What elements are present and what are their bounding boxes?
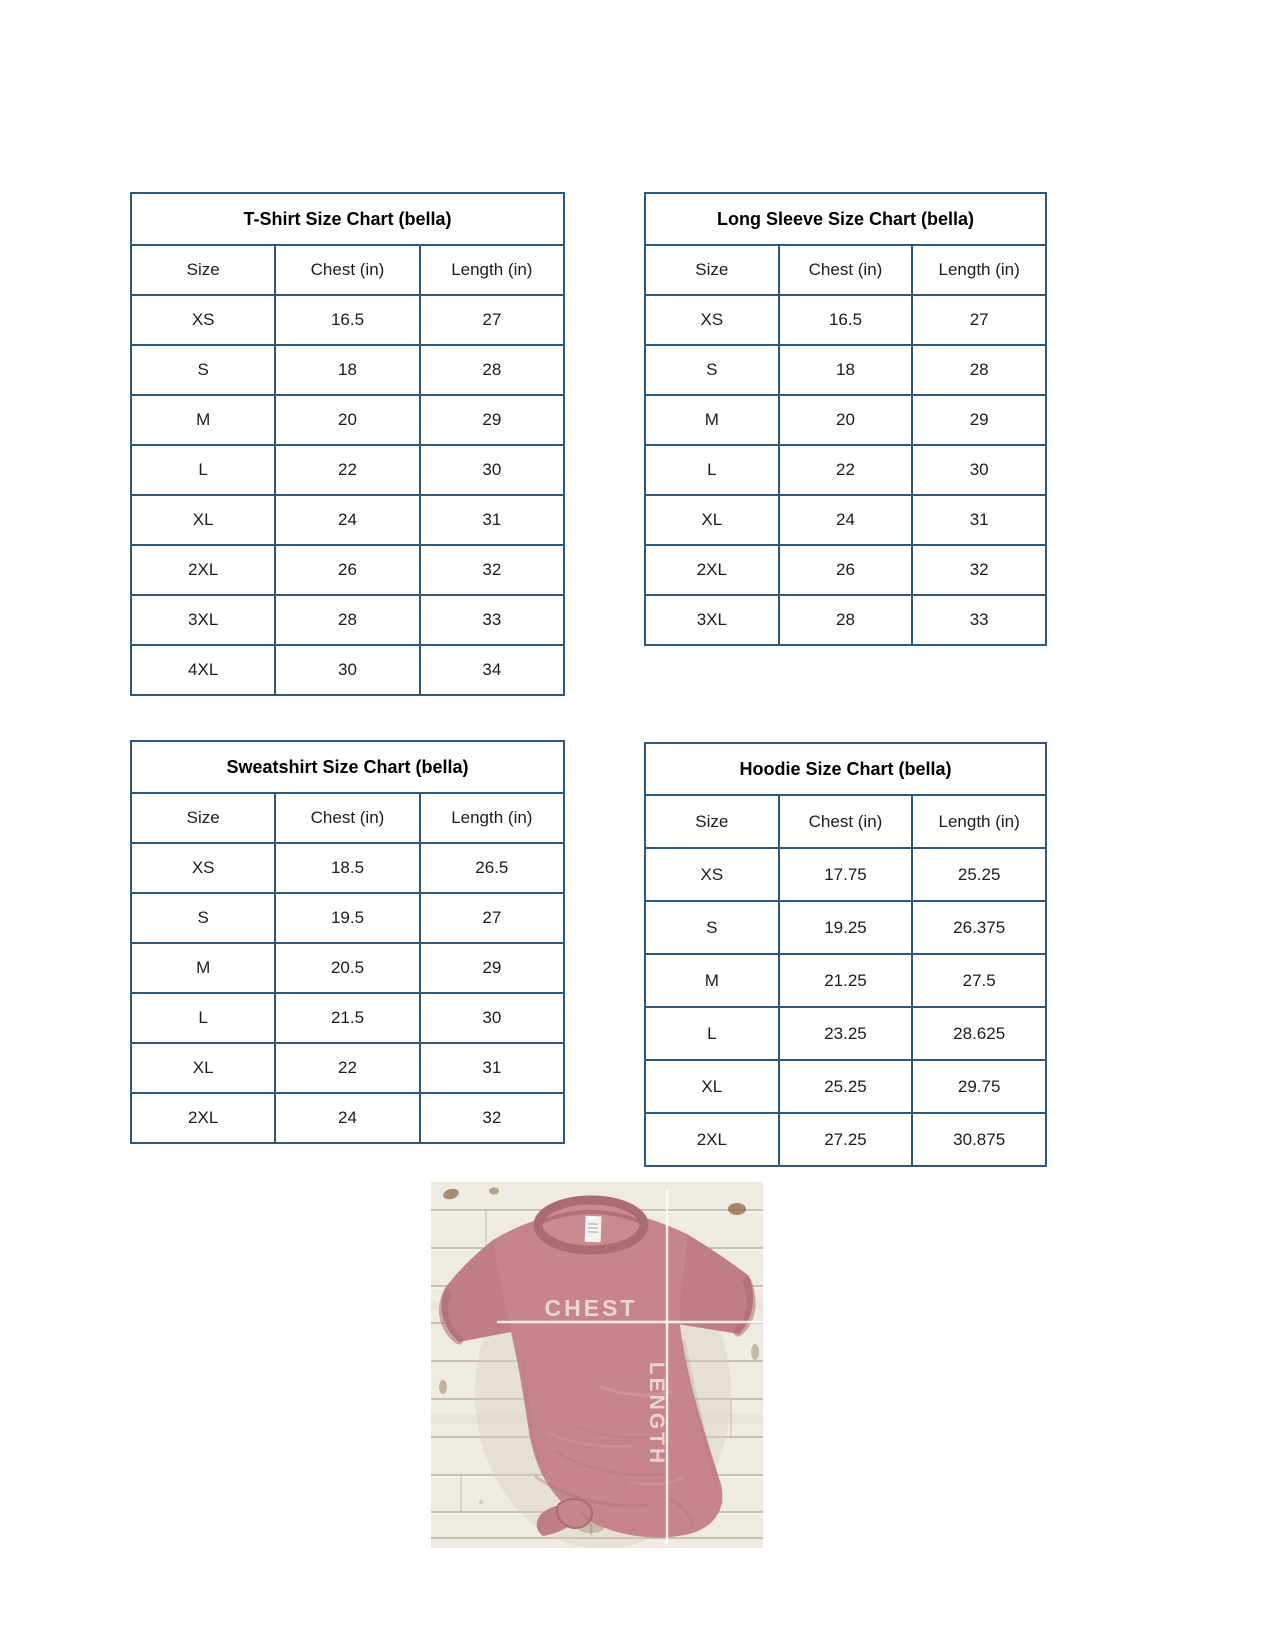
tshirt-size-cell: 22	[275, 445, 419, 495]
tshirt-size-cell: 16.5	[275, 295, 419, 345]
long-sleeve-size-cell: 32	[912, 545, 1046, 595]
sweatshirt-size-row	[131, 843, 564, 893]
hoodie-size-cell: XL	[645, 1060, 779, 1113]
tshirt-size-row	[131, 445, 564, 495]
long-sleeve-size-cell: 28	[779, 595, 913, 645]
long-sleeve-size-cell: XS	[645, 295, 779, 345]
hoodie-size-cell: XS	[645, 848, 779, 901]
sweatshirt-size-cell: XL	[131, 1043, 275, 1093]
long-sleeve-size-cell: 18	[779, 345, 913, 395]
hoodie-size-cell: 27.25	[779, 1113, 913, 1166]
long-sleeve-size-cell: L	[645, 445, 779, 495]
tshirt-size-row	[131, 295, 564, 345]
hem-knot	[557, 1499, 592, 1528]
hoodie-size-cell: 25.25	[912, 848, 1046, 901]
sweatshirt-size-cell: L	[131, 993, 275, 1043]
hoodie-size-row	[645, 954, 1046, 1007]
long-sleeve-size-row	[645, 345, 1046, 395]
sweatshirt-size-cell: S	[131, 893, 275, 943]
hoodie-size-row	[645, 1007, 1046, 1060]
long-sleeve-size-cell: 3XL	[645, 595, 779, 645]
tshirt-size-cell: 34	[420, 645, 564, 695]
long-sleeve-column-header: Length (in)	[912, 245, 1046, 295]
hoodie-size-cell: 26.375	[912, 901, 1046, 954]
tshirt-size-cell: 28	[420, 345, 564, 395]
tshirt-size-row	[131, 595, 564, 645]
tshirt-size-cell: 28	[275, 595, 419, 645]
sweatshirt-size-row	[131, 993, 564, 1043]
tshirt-size-row	[131, 395, 564, 445]
hoodie-size-cell: 21.25	[779, 954, 913, 1007]
hoodie-size-row	[645, 901, 1046, 954]
tshirt-size-cell: 32	[420, 545, 564, 595]
sweatshirt-size-cell: 29	[420, 943, 564, 993]
long-sleeve-size-cell: S	[645, 345, 779, 395]
long-sleeve-column-header: Size	[645, 245, 779, 295]
sweatshirt-size-cell: 30	[420, 993, 564, 1043]
sweatshirt-size-cell: 20.5	[275, 943, 419, 993]
long-sleeve-size-cell: 30	[912, 445, 1046, 495]
long-sleeve-size-row	[645, 545, 1046, 595]
hoodie-size-row	[645, 1113, 1046, 1166]
long-sleeve-size-cell: XL	[645, 495, 779, 545]
hoodie-size-cell: S	[645, 901, 779, 954]
tshirt-size-cell: XL	[131, 495, 275, 545]
hoodie-size-cell: 30.875	[912, 1113, 1046, 1166]
tshirt-size-row	[131, 345, 564, 395]
sweatshirt-size-cell: 2XL	[131, 1093, 275, 1143]
tshirt-size-cell: L	[131, 445, 275, 495]
long-sleeve-size-cell: 16.5	[779, 295, 913, 345]
tshirt-photo-graphic	[431, 1182, 763, 1548]
tshirt-column-header: Size	[131, 245, 275, 295]
tshirt-size-cell: S	[131, 345, 275, 395]
hoodie-size-cell: 2XL	[645, 1113, 779, 1166]
hoodie-column-header: Size	[645, 795, 779, 848]
long-sleeve-size-cell: 29	[912, 395, 1046, 445]
long-sleeve-size-cell: 24	[779, 495, 913, 545]
tshirt-table-title: T-Shirt Size Chart (bella)	[131, 193, 564, 245]
long-sleeve-size-cell: 20	[779, 395, 913, 445]
sweatshirt-column-header: Length (in)	[420, 793, 564, 843]
tshirt-size-row	[131, 545, 564, 595]
hoodie-size-cell: 19.25	[779, 901, 913, 954]
sweatshirt-column-header: Chest (in)	[275, 793, 419, 843]
long-sleeve-size-cell: 22	[779, 445, 913, 495]
long-sleeve-size-row	[645, 445, 1046, 495]
tshirt-size-cell: XS	[131, 295, 275, 345]
tshirt-size-cell: 27	[420, 295, 564, 345]
hoodie-column-header: Chest (in)	[779, 795, 913, 848]
sweatshirt-size-cell: 19.5	[275, 893, 419, 943]
hoodie-size-cell: 23.25	[779, 1007, 913, 1060]
tshirt-size-cell: M	[131, 395, 275, 445]
sweatshirt-size-row	[131, 943, 564, 993]
hoodie-column-header: Length (in)	[912, 795, 1046, 848]
hoodie-size-table	[644, 742, 1047, 1167]
sweatshirt-size-cell: 32	[420, 1093, 564, 1143]
hoodie-table-title: Hoodie Size Chart (bella)	[645, 743, 1046, 795]
length-label: LENGTH	[645, 1361, 668, 1467]
sweatshirt-size-table	[130, 740, 565, 1144]
sweatshirt-size-row	[131, 893, 564, 943]
hoodie-size-row	[645, 1060, 1046, 1113]
tshirt-size-cell: 30	[275, 645, 419, 695]
neck-tag	[585, 1216, 602, 1243]
long-sleeve-size-row	[645, 395, 1046, 445]
long-sleeve-size-row	[645, 295, 1046, 345]
tshirt-size-row	[131, 495, 564, 545]
chest-label: CHEST	[544, 1295, 638, 1321]
long-sleeve-size-row	[645, 495, 1046, 545]
hoodie-size-cell: 28.625	[912, 1007, 1046, 1060]
sweatshirt-size-cell: 22	[275, 1043, 419, 1093]
tshirt-column-header: Length (in)	[420, 245, 564, 295]
tshirt-size-cell: 3XL	[131, 595, 275, 645]
long-sleeve-size-cell: 31	[912, 495, 1046, 545]
tshirt-size-cell: 2XL	[131, 545, 275, 595]
hoodie-size-cell: 29.75	[912, 1060, 1046, 1113]
sweatshirt-table-title: Sweatshirt Size Chart (bella)	[131, 741, 564, 793]
tshirt-size-row	[131, 645, 564, 695]
hoodie-size-cell: 27.5	[912, 954, 1046, 1007]
measurement-guide-photo	[431, 1182, 763, 1548]
long-sleeve-size-table	[644, 192, 1047, 646]
tshirt-column-header: Chest (in)	[275, 245, 419, 295]
tshirt-size-cell: 24	[275, 495, 419, 545]
tshirt-size-cell: 29	[420, 395, 564, 445]
tshirt-size-cell: 31	[420, 495, 564, 545]
sweatshirt-size-cell: 24	[275, 1093, 419, 1143]
long-sleeve-size-cell: 27	[912, 295, 1046, 345]
long-sleeve-size-cell: 28	[912, 345, 1046, 395]
sweatshirt-size-cell: XS	[131, 843, 275, 893]
long-sleeve-table-title: Long Sleeve Size Chart (bella)	[645, 193, 1046, 245]
tshirt-size-table	[130, 192, 565, 696]
long-sleeve-size-cell: 2XL	[645, 545, 779, 595]
tshirt-size-cell: 20	[275, 395, 419, 445]
sweatshirt-size-cell: M	[131, 943, 275, 993]
hoodie-size-cell: 17.75	[779, 848, 913, 901]
hoodie-size-cell: 25.25	[779, 1060, 913, 1113]
sweatshirt-size-row	[131, 1043, 564, 1093]
sweatshirt-size-cell: 27	[420, 893, 564, 943]
tshirt-size-cell: 30	[420, 445, 564, 495]
long-sleeve-size-cell: 33	[912, 595, 1046, 645]
tshirt-size-cell: 4XL	[131, 645, 275, 695]
hoodie-size-row	[645, 848, 1046, 901]
long-sleeve-column-header: Chest (in)	[779, 245, 913, 295]
tshirt-size-cell: 33	[420, 595, 564, 645]
hoodie-size-cell: L	[645, 1007, 779, 1060]
sweatshirt-size-cell: 26.5	[420, 843, 564, 893]
sweatshirt-size-cell: 31	[420, 1043, 564, 1093]
hoodie-size-cell: M	[645, 954, 779, 1007]
sweatshirt-size-cell: 21.5	[275, 993, 419, 1043]
long-sleeve-size-cell: M	[645, 395, 779, 445]
sweatshirt-column-header: Size	[131, 793, 275, 843]
sweatshirt-size-row	[131, 1093, 564, 1143]
long-sleeve-size-row	[645, 595, 1046, 645]
tshirt-size-cell: 26	[275, 545, 419, 595]
tshirt-size-cell: 18	[275, 345, 419, 395]
long-sleeve-size-cell: 26	[779, 545, 913, 595]
sweatshirt-size-cell: 18.5	[275, 843, 419, 893]
